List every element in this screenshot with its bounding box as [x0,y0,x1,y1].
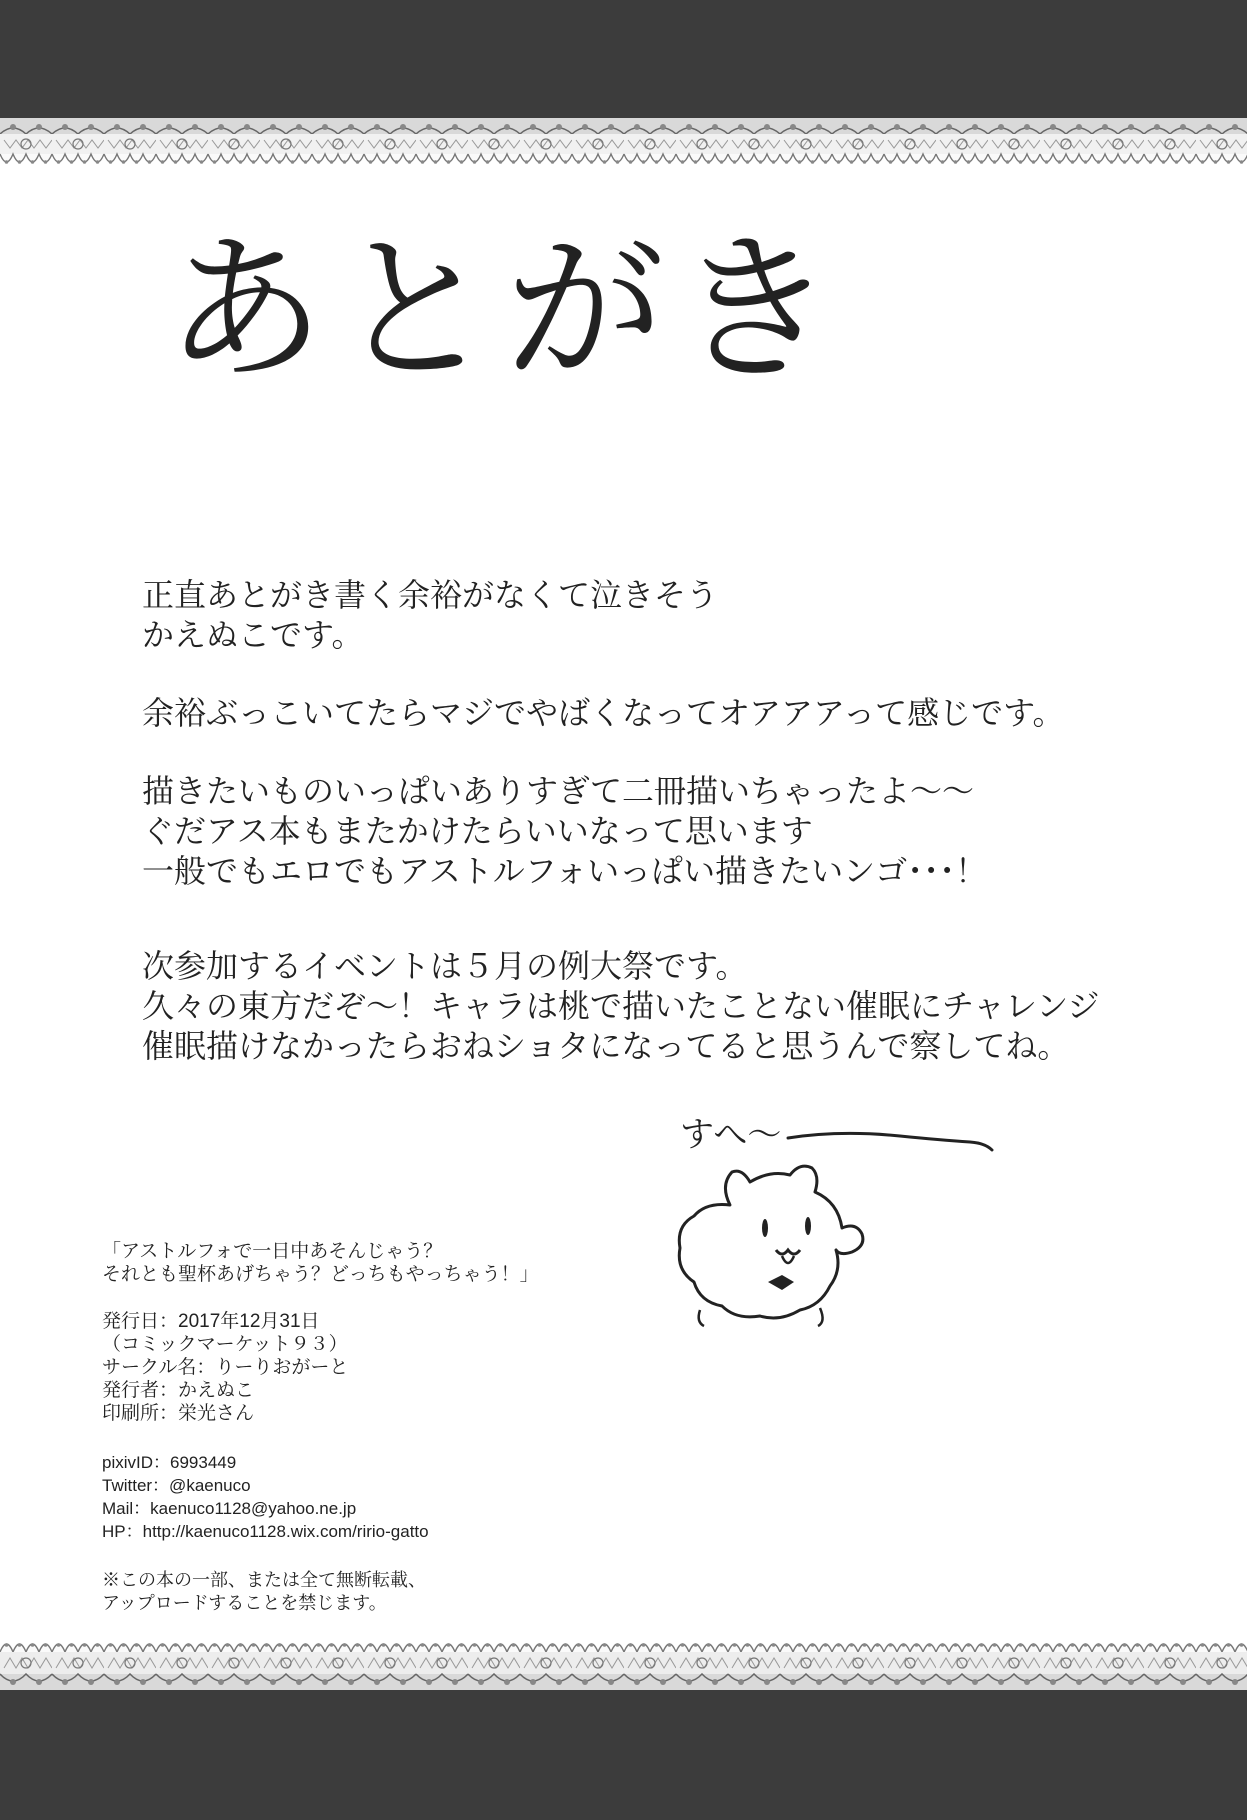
pixiv-id: pixivID：6993449 [102,1453,237,1472]
afterword-line: 正直あとがき書く余裕がなくて泣きそう [142,576,719,614]
twitter-handle: Twitter：@kaenuco [102,1476,251,1495]
notice-line: アップロードすることを禁じます。 [102,1593,387,1613]
circle-name: サークル名：りーりおがーと [102,1357,349,1378]
afterword-line: かえぬこです。 [142,616,364,654]
afterword-line: 描きたいものいっぱいありすぎて二冊描いちゃったよ～～ [142,772,975,810]
afterword-line: 一般でもエロでもアストルフォいっぱい描きたいンゴ･･･！ [142,852,988,890]
afterword-line: 久々の東方だぞ～！キャラは桃で描いたことない催眠にチャレンジ [142,987,1100,1025]
bottom-lace-trim [0,1630,1247,1694]
mail-address: Mail：kaenuco1128@yahoo.ne.jp [102,1499,357,1518]
publish-date: 発行日：2017年12月31日 [102,1311,320,1332]
publisher-name: 発行者：かえぬこ [102,1380,255,1401]
bottom-border-band [0,1690,1247,1820]
printer-name: 印刷所：栄光さん [102,1403,255,1424]
copyright-notice [102,1569,662,1615]
homepage-url: HP：http://kaenuco1128.wix.com/ririo-gatto [102,1522,429,1541]
sketch-caption: すへ～ [680,1115,782,1155]
afterword-line: 催眠描けなかったらおねショタになってると思うんで察してね。 [142,1027,1070,1065]
colophon [102,1240,662,1615]
contact-info [102,1451,662,1543]
afterword-line: 余裕ぶっこいてたらマジでやばくなってオアアアって感じです。 [142,694,1065,732]
notice-line: ※この本の一部、または全て無断転載、 [102,1570,426,1590]
afterword-line: ぐだアス本もまたかけたらいいなって思います [142,812,813,850]
book-title-line: それとも聖杯あげちゃう？どっちもやっちゃう！」 [102,1264,539,1285]
book-title-line: 「アストルフォで一日中あそんじゃう？ [102,1241,443,1262]
afterword-paragraph [142,946,1142,1066]
top-lace-trim [0,118,1247,176]
afterword-paragraph [142,693,1142,733]
afterword-paragraph [142,575,1142,655]
mascot-sketch [670,1110,1010,1410]
afterword-body [142,575,1142,1104]
book-title [102,1240,662,1286]
top-border-band [0,0,1247,122]
page-title: あとがき [165,216,846,403]
publication-info [102,1310,662,1425]
event-name: （コミックマーケット９３） [102,1334,348,1355]
afterword-paragraph [142,771,1142,891]
fluffy-cat-icon [679,1166,863,1326]
afterword-line: 次参加するイベントは５月の例大祭です。 [142,947,748,985]
